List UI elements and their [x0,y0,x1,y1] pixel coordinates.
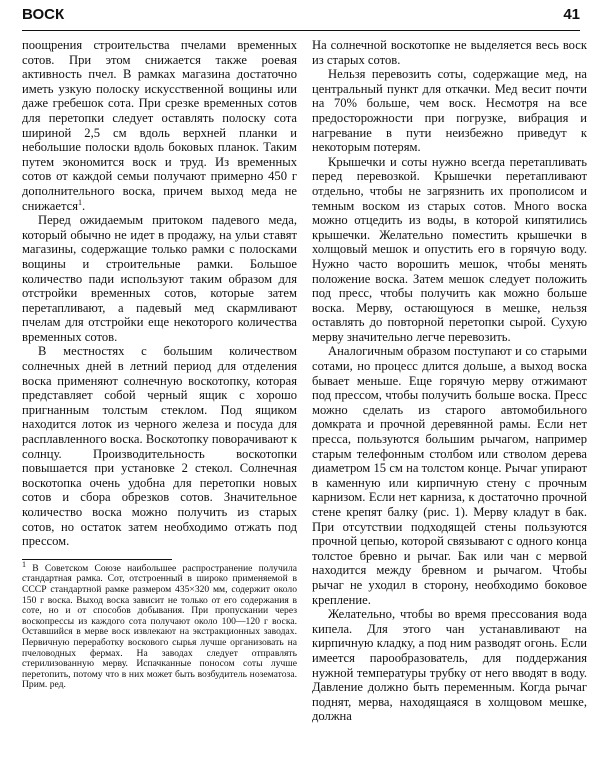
paragraph: В местностях с большим количеством солнечных дней в летний период для отделения воска применяют солнечную воскотопку, которая представляет собой черный ящик с хорошо пригнанным толстым стеклом. Под ящиком находится лоток из черного железа и посуда для расплавленного воска. Воскотопку поворачивают к солнцу. Производительность воскотопки повышается при установке 2 стекол. Солнечная воскотопка очень удобна для перетопки новых сотов и сбора обрезков сотов. Значительное количество воска можно получить из старых сотов, но остаток затем необходимо отжать под прессом. [22,344,297,549]
paragraph [22,38,297,213]
left-column [22,38,297,691]
running-title: ВОСК [22,6,65,23]
footnote-mark: 1 [22,559,26,569]
paragraph: Перед ожидаемым притоком падевого меда, который обычно не идет в продажу, на ульи ставят магазины, содержащие только рамки с полосками вощины и строительные рамки. Большое количество пади используют таким образом для отстройки временных сотов, которые затем перетапливают, а падевый мед скармливают пчелам для отстройки еще некоторого количества временных сотов. [22,213,297,344]
header-rule [22,30,580,31]
footnote [22,559,297,691]
paragraph: Желательно, чтобы во время прессования вода кипела. Для этого чан устанавливают на кирпичную кладку, а под ним разводят огонь. Если имеется парообразователь, для поддержания нужной температуры трубку от него вводят в воду. Давление должно быть переменным. Когда рычаг поднят, мерва, находящаяся в холщовом мешке, должна [312,607,587,724]
paragraph-end: . [82,198,86,213]
paragraph: Нельзя перевозить соты, содержащие мед, на центральный пункт для откачки. Мед весит почти на 70% больше, чем воск. Несмотря на все предосторожности при погрузке, вибрация и нагревание в пути неизбежно приведут к некоторым потерям. [312,67,587,155]
footnote-text: В Советском Союзе наибольшее распространение получила стандартная рамка. Сот, отстроенный в широко применяемой в СССР стандартной рамке размером 435×320 мм, содержит около 150 г воска. Выход воска зависит не только от его содержания в соте, но и от способов добывания. При пропускании через воскопрессы из каждого сота получают около 100—120 г воска. Оставшийся в мерве воск извлекают на экстракционных заводах. Первичную переработку воскового сырья лучше организовать на пчеловодных фермах. На заводах следует отправлять стерилизованную мерву. Испачканные поносом соты лучше перетопить, потому что в них может быть возбудитель нозематоза. Прим. ред. [22,562,297,691]
right-column [312,38,587,724]
footnote-reference: 1 [78,197,82,207]
paragraph-text: поощрения строительства пчелами временных сотов. При этом снижается также роевая активность пчел. В рамках магазина достаточно иметь узкую полоску искусственной вощины или даже гребешок сота. При срезке временных сотов для перетопки следует оставлять полоску сота шириной 2,5 см вдоль верхней планки и небольшие полоски вдоль боковых планок. Таким путем экономится воск и труд. Из временных сотов от каждой семьи получают примерно 450 г дополнительного воска, причем выход меда не снижается [22,38,297,213]
paragraph: На солнечной воскотопке не выделяется весь воск из старых сотов. [312,38,587,67]
page-number: 41 [563,6,580,23]
paragraph: Крышечки и соты нужно всегда перетапливать перед перевозкой. Крышечки перетапливают отдельно, чтобы не загрязнить их прополисом и темным воском из старых сотов. Много воска можно отцедить из воды, в которой кипятились крышечки. Желательно поместить крышечки в холщовый мешок и опустить его в горячую воду. Нужно часто ворошить мешок, чтобы менять положение воска. Затем мешок следует положить под пресс, чтобы получить как можно больше воска. Мерву, остающуюся в мешке, нельзя оставлять до повторной перетопки сырой. Сухую мерву значительно легче перевозить. [312,154,587,344]
page-header [22,6,580,28]
paragraph: Аналогичным образом поступают и со старыми сотами, но процесс длится дольше, а выход воска бывает меньше. Еще горячую мерву отжимают под прессом, чтобы получить больше воска. Пресс можно сделать из старого автомобильного домкрата и прочной деревянной рамы. Если нет пресса, пользуются большим рычагом, например старым телефонным столбом или стволом дерева диаметром 15 см на толстом конце. Рычаг упирают в каменную или кирпичную стену с прочным карнизом. Если нет карниза, к достаточно прочной стене крепят балку (рис. 1). Мерву кладут в бак. При отсутствии подходящей стены пользуются прочной цепью, которой связывают с одного конца толстое бревно и рычаг. Бак или чан с мервой находится между бревном и рычагом. Чтобы рычаг не уходил в сторону, необходимо боковое крепление. [312,344,587,607]
footnote-rule [22,559,172,560]
